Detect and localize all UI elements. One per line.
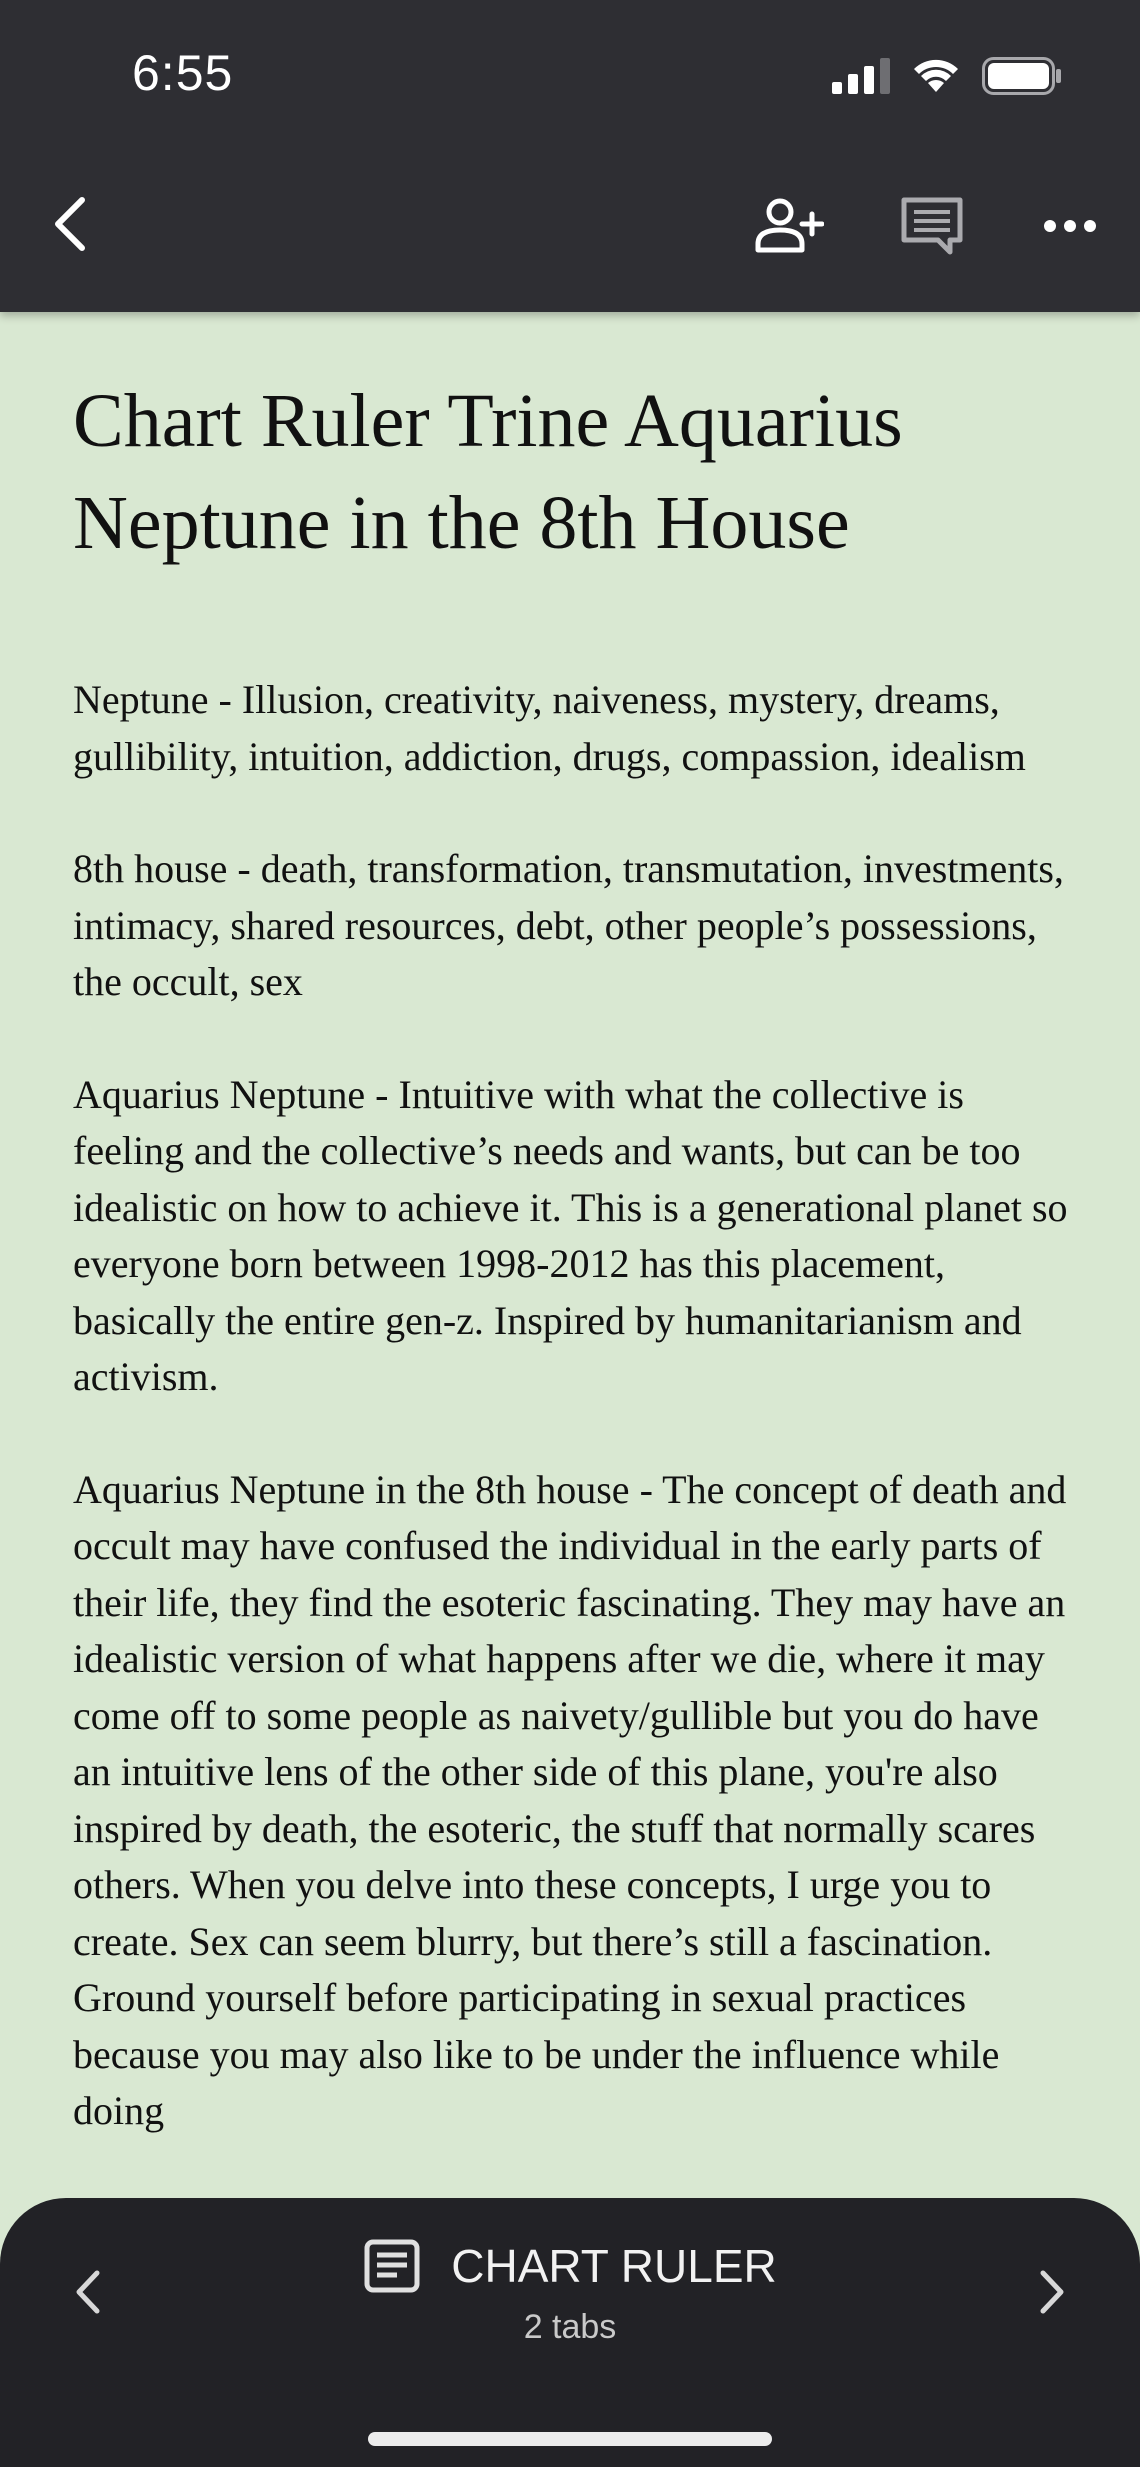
- tab-count: 2 tabs: [523, 2308, 617, 2346]
- comment-button[interactable]: [892, 186, 972, 266]
- document-icon: [363, 2238, 421, 2294]
- paragraph-neptune: Neptune - Illusion, creativity, naiveness, mystery, dreams, gullibility, intuition, addiction, drugs, compassion, idealism: [73, 677, 1026, 779]
- add-person-icon: [752, 196, 824, 256]
- paragraph-aquarius-neptune: Aquarius Neptune - Intuitive with what the collective is feeling and the collective’s needs and wants, but can be too idealistic on how to achieve it. This is a generational planet so everyone born between 1998-2012 has this placement, basically the entire gen-z. Inspired by humanitarianism and activism.: [73, 1071, 1068, 1399]
- top-toolbar: [0, 0, 1140, 312]
- bottom-tab-bar: [0, 2198, 1140, 2467]
- battery-icon: [982, 57, 1062, 95]
- chevron-right-icon: [1037, 2269, 1067, 2315]
- tab-info[interactable]: [0, 2238, 1140, 2347]
- paragraph-8th-house: 8th house - death, transformation, transmutation, investments, intimacy, shared resources, debt, other people’s possessions, the occult, sex: [73, 846, 1064, 1004]
- doc-name-row: [363, 2238, 776, 2294]
- more-icon: [1042, 218, 1098, 234]
- paragraph-neptune-8th-house: Aquarius Neptune in the 8th house - The concept of death and occult may have confused the individual in the early parts of their life, they find the esoteric fascinating. They may have an idealistic version of what happens after we die, where it may come off to some people as naivety/gullible but you do have an intuitive lens of the other side of this plane, you're also inspired by death, the esoteric, the stuff that normally scares others. When you delve into these concepts, I urge you to create. Sex can seem blurry, but there’s still a fascination. Ground yourself before participating in sexual practices because you may also like to be under the influence while doing: [73, 1466, 1067, 2133]
- document-body[interactable]: [73, 370, 1073, 2196]
- comment-icon: [900, 194, 964, 258]
- status-icons: [832, 56, 1062, 96]
- cellular-signal-icon: [832, 58, 890, 94]
- status-time: 6:55: [132, 45, 234, 101]
- next-tab-button[interactable]: [1022, 2252, 1082, 2332]
- wifi-icon: [912, 58, 960, 94]
- document-name: CHART RULER: [451, 2240, 777, 2292]
- document-title: Chart Ruler Trine Aquarius Neptune in the 8th House: [73, 379, 903, 565]
- home-indicator[interactable]: [368, 2432, 772, 2446]
- more-options-button[interactable]: [1030, 186, 1110, 266]
- back-button[interactable]: [36, 180, 104, 268]
- chevron-left-icon: [50, 194, 90, 254]
- share-button[interactable]: [748, 186, 828, 266]
